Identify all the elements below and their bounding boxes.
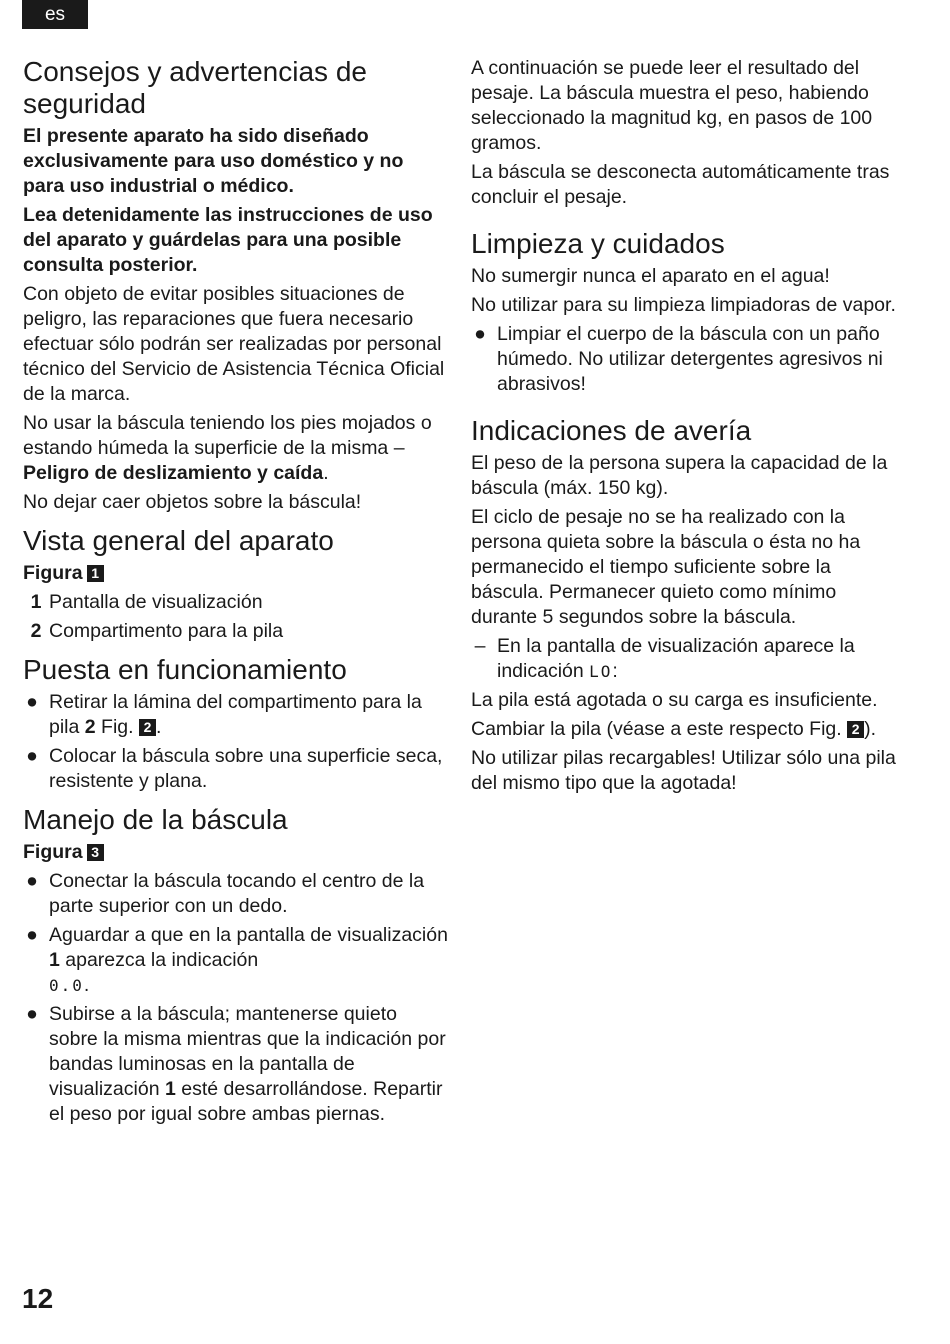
handling-heading: Manejo de la báscula (23, 804, 288, 835)
item-ref-num: 1 (164, 1078, 176, 1100)
figura-text: Figura (23, 841, 83, 863)
item-text-a: Aguardar a que en la pantalla de visualización (49, 924, 448, 946)
figure-number-badge: 2 (847, 721, 864, 738)
list-item (23, 923, 448, 998)
overview-figure-label (23, 561, 448, 586)
auto-off-text: La báscula se desconecta automáticamente tras concluir el pesaje. (471, 161, 890, 208)
item-text: Compartimento para la pila (49, 620, 284, 642)
safety-wet-feet-c: . (323, 462, 329, 484)
safety-intro-domestic: El presente aparato ha sido diseñado exclusivamente para uso doméstico y no para uso industrial o médico. (23, 125, 404, 197)
item-text-a: En la pantalla de visualización aparece la indicación (497, 635, 855, 682)
battery-change-b: ). (864, 718, 877, 740)
cleaning-list (471, 322, 901, 397)
item-number: 2 (30, 620, 42, 642)
safety-wet-feet-a: No usar la báscula teniendo los pies mojados o estando húmeda la superficie de la misma – (23, 412, 432, 459)
cleaning-heading: Limpieza y cuidados (471, 228, 725, 259)
right-column (471, 56, 901, 800)
fault-list (471, 634, 901, 684)
safety-repairs-text: Con objeto de evitar posibles situaciones de peligro, las reparaciones que fuera necesario efectuar sólo podrán ser realizadas por personal técnico del Servicio de Asistencia Técnica Oficial de la marca. (23, 283, 445, 405)
figure-number-badge: 2 (139, 719, 156, 736)
item-number: 1 (30, 591, 42, 613)
startup-list (23, 690, 448, 794)
overview-list (23, 590, 448, 644)
lcd-display-reading: 0.0 (49, 976, 84, 995)
bullet-icon: ● (26, 870, 38, 892)
item-text-d: . (155, 716, 162, 738)
rechargeable-warning-text: No utilizar pilas recargables! Utilizar sólo una pila del mismo tipo que la agotada! (471, 747, 896, 794)
item-text-d: . (83, 974, 90, 996)
bullet-icon: ● (26, 924, 38, 946)
figure-number-badge: 1 (87, 565, 104, 582)
item-text-c: Fig. (95, 716, 139, 738)
list-item (23, 690, 448, 740)
list-item (23, 869, 448, 919)
bullet-icon: ● (26, 745, 38, 767)
dash-icon: – (474, 635, 486, 657)
cleaning-water-text: No sumergir nunca el aparato en el agua! (471, 265, 830, 287)
item-text: Limpiar el cuerpo de la báscula con un paño húmedo. No utilizar detergentes agresivos ni abrasivos! (497, 323, 883, 395)
list-item (471, 634, 901, 684)
list-item (23, 590, 448, 615)
list-item (23, 744, 448, 794)
bullet-icon: ● (26, 1003, 38, 1025)
bullet-icon: ● (26, 691, 38, 713)
handling-figure-label (23, 840, 448, 865)
item-text: Colocar la báscula sobre una superficie seca, resistente y plana. (49, 745, 443, 792)
page-number: 12 (22, 1283, 54, 1314)
fault-heading: Indicaciones de avería (471, 415, 752, 446)
slip-danger-text: Peligro de deslizamiento y caída (23, 462, 324, 484)
list-item (471, 322, 901, 397)
safety-heading: Consejos y advertencias de seguridad (23, 56, 367, 119)
list-item (23, 1002, 448, 1127)
left-column (23, 56, 448, 1131)
item-ref-num: 2 (84, 716, 96, 738)
overview-heading: Vista general del aparato (23, 525, 334, 556)
item-text-b: : (612, 660, 618, 682)
weighing-result-text: A continuación se puede leer el resultado del pesaje. La báscula muestra el peso, habiendo seleccionado la magnitud kg, en pasos de 100 gramos. (471, 57, 873, 154)
figura-text: Figura (23, 562, 83, 584)
battery-change-text (471, 717, 901, 742)
cleaning-steam-text: No utilizar para su limpieza limpiadoras de vapor. (471, 294, 896, 316)
handling-list (23, 869, 448, 1127)
safety-drop-text: No dejar caer objetos sobre la báscula! (23, 491, 362, 513)
figure-number-badge: 3 (87, 844, 104, 861)
item-text-c: aparezca la indicación (59, 949, 259, 971)
battery-low-text: La pila está agotada o su carga es insuficiente. (471, 689, 878, 711)
startup-heading: Puesta en funcionamiento (23, 654, 347, 685)
item-text: Conectar la báscula tocando el centro de la parte superior con un dedo. (49, 870, 425, 917)
fault-cycle-text: El ciclo de pesaje no se ha realizado con la persona quieta sobre la báscula o ésta no ha permanecido el tiempo suficiente sobre la báscula. Permanecer quieto como mínimo durante 5 segundos sobre la báscula. (471, 506, 861, 628)
safety-wet-feet-text (23, 411, 448, 486)
battery-change-a: Cambiar la pila (véase a este respecto Fig. (471, 718, 848, 740)
safety-intro-instructions: Lea detenidamente las instrucciones de uso del aparato y guárdelas para una posible consulta posterior. (23, 204, 433, 276)
item-ref-num: 1 (49, 949, 60, 971)
item-text-a: Subirse a la báscula; mantenerse quieto sobre la misma mientras que la indicación por bandas luminosas en la pantalla de visualización (49, 1003, 446, 1100)
fault-capacity-text: El peso de la persona supera la capacidad de la báscula (máx. 150 kg). (471, 452, 888, 499)
list-item (23, 619, 448, 644)
lcd-low-indicator: LO (589, 662, 613, 681)
item-text-a: Retirar la lámina del compartimento para la pila (49, 691, 422, 738)
bullet-icon: ● (474, 323, 486, 345)
language-tab: es (22, 0, 88, 29)
item-text-c: esté desarrollándose. Repartir el peso por igual sobre ambas piernas. (49, 1078, 443, 1125)
item-text: Pantalla de visualización (49, 591, 263, 613)
